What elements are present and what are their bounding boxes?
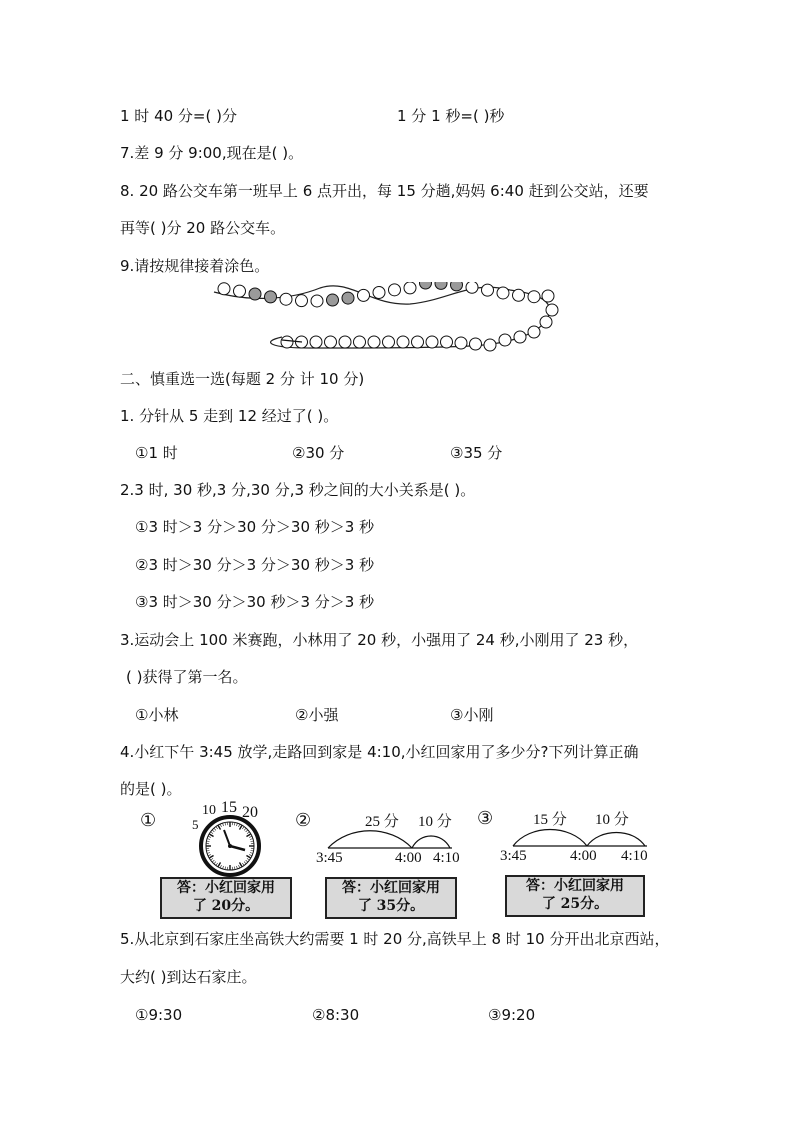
- fig3-answer-box: [505, 875, 645, 917]
- s2-question: 2.3 时, 30 秒,3 分,30 分,3 秒之间的大小关系是( )。: [120, 481, 476, 499]
- bead: [546, 304, 558, 316]
- bead: [265, 291, 277, 303]
- bead: [218, 283, 230, 295]
- bead: [455, 337, 467, 349]
- s2-option-3: ③3 时＞30 分＞30 秒＞3 分＞3 秒: [135, 593, 375, 611]
- bead: [325, 336, 337, 348]
- q6-seconds: 1 分 1 秒=( )秒: [397, 107, 505, 125]
- fig1-number: ①: [140, 810, 157, 831]
- s5-option-3: ③9:20: [488, 1006, 536, 1024]
- fig3-answer-line2: 了 25分。: [541, 896, 609, 912]
- s1-option-2: ②30 分: [292, 444, 345, 462]
- bead: [389, 284, 401, 296]
- s1-option-1: ①1 时: [135, 444, 178, 462]
- fig3-number: ③: [477, 808, 494, 829]
- bead: [514, 331, 526, 343]
- s3-line1: 3.运动会上 100 米赛跑，小林用了 20 秒，小强用了 24 秒,小刚用了 23 秒，: [120, 631, 639, 649]
- bead-string-figure: [210, 282, 570, 362]
- fig3-time1: 3:45: [500, 848, 527, 864]
- s5-line1: 5.从北京到石家庄坐高铁大约需要 1 时 20 分,高铁早上 8 时 10 分开出北京西站，: [120, 930, 670, 948]
- clock-label-15: 15: [221, 799, 237, 816]
- s2-option-2: ②3 时＞30 分＞3 分＞30 秒＞3 秒: [135, 556, 375, 574]
- bead: [435, 282, 447, 289]
- bead: [280, 293, 292, 305]
- bead: [373, 286, 385, 298]
- bead: [383, 336, 395, 348]
- bead: [470, 338, 482, 350]
- fig2-time1: 3:45: [316, 850, 343, 866]
- fig3-time3: 4:10: [621, 848, 648, 864]
- fig1-answer-line2: 了 20分。: [192, 898, 260, 914]
- bead: [540, 316, 552, 328]
- bead: [528, 291, 540, 303]
- s3-option-1: ①小林: [135, 706, 179, 724]
- bead: [342, 292, 354, 304]
- fig2-seg2: 10 分: [418, 814, 452, 830]
- s5-option-2: ②8:30: [312, 1006, 360, 1024]
- s4-line2: 的是( )。: [120, 780, 182, 798]
- bead: [528, 326, 540, 338]
- s4-line1: 4.小红下午 3:45 放学,走路回到家是 4:10,小红回家用了多少分?下列计算正确: [120, 743, 639, 761]
- fig3-seg2: 10 分: [595, 812, 629, 828]
- clock-label-10: 10: [202, 803, 216, 818]
- clock-label-5: 5: [192, 817, 199, 832]
- bead: [412, 336, 424, 348]
- s3-option-3: ③小刚: [450, 706, 494, 724]
- bead: [339, 336, 351, 348]
- bead: [397, 336, 409, 348]
- s5-line2: 大约( )到达石家庄。: [120, 968, 257, 986]
- s1-option-3: ③35 分: [450, 444, 503, 462]
- fig2-answer-box: [325, 877, 457, 919]
- bead: [296, 295, 308, 307]
- bead: [499, 334, 511, 346]
- fig3-seg1: 15 分: [533, 812, 567, 828]
- s3-option-2: ②小强: [295, 706, 339, 724]
- q8-line1: 8. 20 路公交车第一班早上 6 点开出，每 15 分趟,妈妈 6:40 赶到公交站，还要: [120, 182, 649, 200]
- fig2-time2: 4:00: [395, 850, 422, 866]
- fig3-time2: 4:00: [570, 848, 597, 864]
- bead: [368, 336, 380, 348]
- bead: [484, 339, 496, 351]
- bead: [426, 336, 438, 348]
- fig2-number: ②: [295, 810, 312, 831]
- q6-minutes: 1 时 40 分=( )分: [120, 107, 237, 125]
- bead: [466, 282, 478, 293]
- bead: [281, 336, 293, 348]
- fig2-seg1: 25 分: [365, 814, 399, 830]
- q8-line2: 再等( )分 20 路公交车。: [120, 219, 286, 237]
- bead: [311, 295, 323, 307]
- s1-question: 1. 分针从 5 走到 12 经过了( )。: [120, 407, 339, 425]
- bead: [358, 289, 370, 301]
- fig1-answer-line1: 答：小红回家用: [177, 880, 275, 896]
- bead: [497, 287, 509, 299]
- fig2-answer-line2: 了 35分。: [357, 898, 425, 914]
- bead: [482, 284, 494, 296]
- bead-row-top: [218, 282, 540, 307]
- fig2-time3: 4:10: [433, 850, 460, 866]
- bead: [404, 282, 416, 294]
- bead: [234, 285, 246, 297]
- bead: [420, 282, 432, 289]
- fig2-answer-line1: 答：小红回家用: [342, 880, 440, 896]
- s2-option-1: ①3 时＞3 分＞30 分＞30 秒＞3 秒: [135, 518, 375, 536]
- fig3-answer-line1: 答：小红回家用: [526, 878, 624, 894]
- bead: [441, 336, 453, 348]
- bead: [249, 288, 261, 300]
- bead: [451, 282, 463, 291]
- bead: [327, 294, 339, 306]
- fig1-answer-box: [160, 877, 292, 919]
- s3-line2: ( )获得了第一名。: [126, 668, 248, 686]
- bead: [354, 336, 366, 348]
- section-2-heading: 二、慎重选一选(每题 2 分 计 10 分): [120, 370, 365, 388]
- bead: [513, 289, 525, 301]
- s5-option-1: ①9:30: [135, 1006, 183, 1024]
- q7: 7.差 9 分 9:00,现在是( )。: [120, 144, 304, 162]
- clock-label-20: 20: [242, 804, 258, 821]
- bead: [310, 336, 322, 348]
- bead: [542, 290, 554, 302]
- q9: 9.请按规律接着涂色。: [120, 257, 270, 275]
